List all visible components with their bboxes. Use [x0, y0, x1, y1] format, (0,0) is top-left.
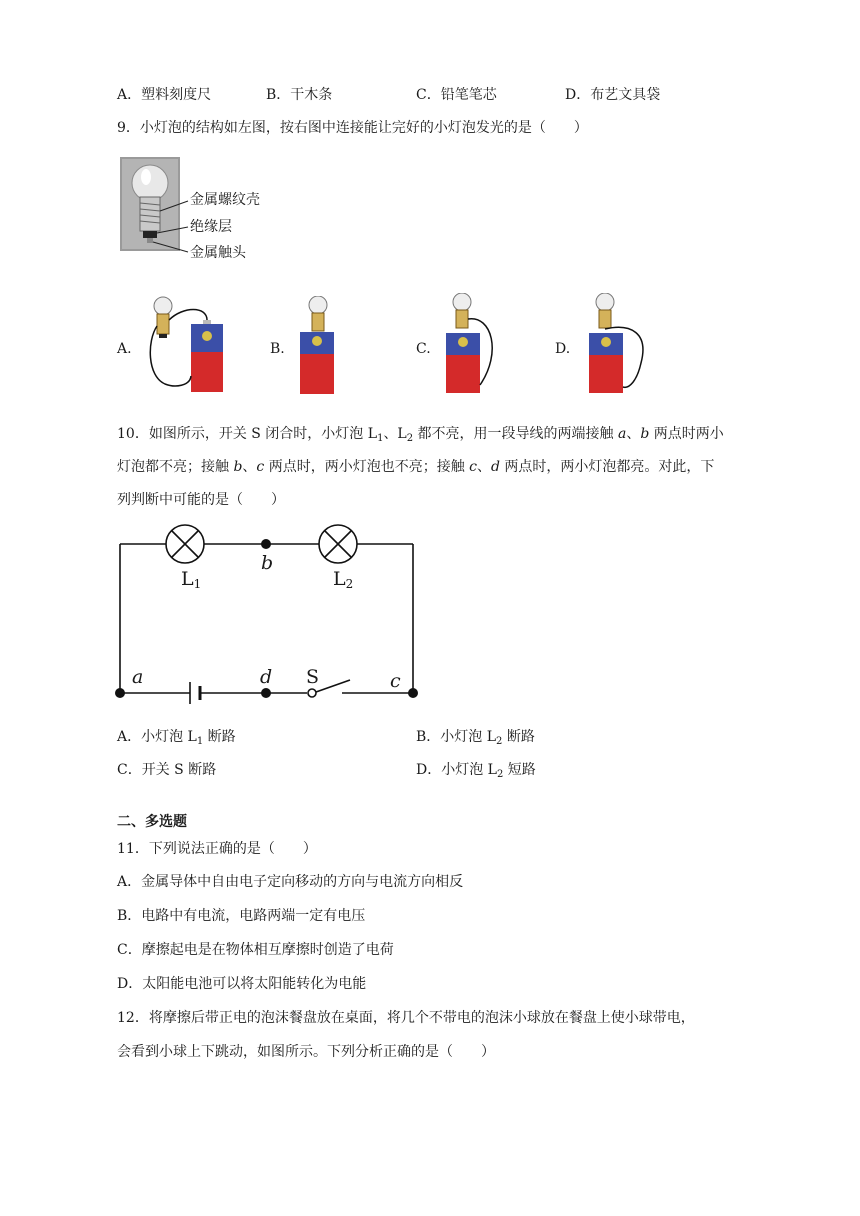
q9-option-a-figure: [145, 296, 235, 396]
q9-option-b-figure: [292, 296, 342, 396]
q11-option-d: D．太阳能电池可以将太阳能转化为电能: [117, 976, 367, 992]
q11-stem: 11．下列说法正确的是（ ）: [117, 841, 317, 857]
q9-stem: 9．小灯泡的结构如左图，按右图中连接能让完好的小灯泡发光的是（ ）: [117, 120, 588, 136]
q8-option-c: C．铅笔笔芯: [416, 87, 497, 103]
circuit-diagram: [110, 520, 430, 710]
q10-option-c: C．开关 S 断路: [117, 762, 217, 778]
q11-option-a: A．金属导体中自由电子定向移动的方向与电流方向相反: [117, 874, 464, 890]
q11-option-c: C．摩擦起电是在物体相互摩擦时创造了电荷: [117, 942, 394, 958]
circuit-label-a: a: [132, 666, 144, 688]
q9-option-d-label: D.: [555, 341, 571, 357]
bulb-structure-figure: [120, 157, 280, 265]
circuit-label-d: d: [260, 666, 273, 688]
q10-stem-line2: 灯泡都不亮；接触 b、c 两点时，两小灯泡也不亮；接触 c、d 两点时，两小灯泡都亮。对此，下: [117, 459, 715, 475]
circuit-label-L1: $L_1$: [181, 568, 202, 591]
q9-option-c-figure: [440, 293, 520, 396]
q9-option-d-figure: [583, 293, 663, 396]
q8-option-d: D．布艺文具袋: [565, 87, 661, 103]
circuit-label-b: b: [261, 552, 274, 574]
q9-option-a-label: A.: [117, 341, 132, 357]
q10-stem-line1: 10．如图所示，开关 S 闭合时，小灯泡 $L_1$、$L_2$ 都不亮，用一段导线的两端接触 a、b 两点时两小: [117, 426, 724, 444]
label-insulator: 绝缘层: [190, 219, 232, 235]
q9-option-b-label: B.: [270, 341, 285, 357]
q10-option-a: A．小灯泡 $L_1$ 断路: [117, 729, 236, 747]
q12-stem-line2: 会看到小球上下跳动，如图所示。下列分析正确的是（ ）: [117, 1044, 495, 1060]
label-metal-shell: 金属螺纹壳: [190, 192, 260, 208]
q10-stem-line3: 列判断中可能的是（ ）: [117, 492, 285, 508]
circuit-label-L2: $L_2$: [333, 568, 354, 591]
circuit-label-S: S: [306, 666, 320, 688]
q8-option-b: B．干木条: [266, 87, 333, 103]
q11-option-b: B．电路中有电流，电路两端一定有电压: [117, 908, 366, 924]
q10-option-b: B．小灯泡 $L_2$ 断路: [416, 729, 535, 747]
q12-stem-line1: 12．将摩擦后带正电的泡沫餐盘放在桌面，将几个不带电的泡沫小球放在餐盘上使小球带电，: [117, 1010, 695, 1026]
q10-option-d: D．小灯泡 $L_2$ 短路: [416, 762, 536, 780]
label-metal-tip: 金属触头: [190, 245, 246, 261]
circuit-label-c: c: [390, 670, 401, 692]
q8-option-a: A．塑料刻度尺: [117, 87, 212, 103]
q9-option-c-label: C.: [416, 341, 431, 357]
section-title-multiple-choice: 二、多选题: [117, 814, 187, 830]
